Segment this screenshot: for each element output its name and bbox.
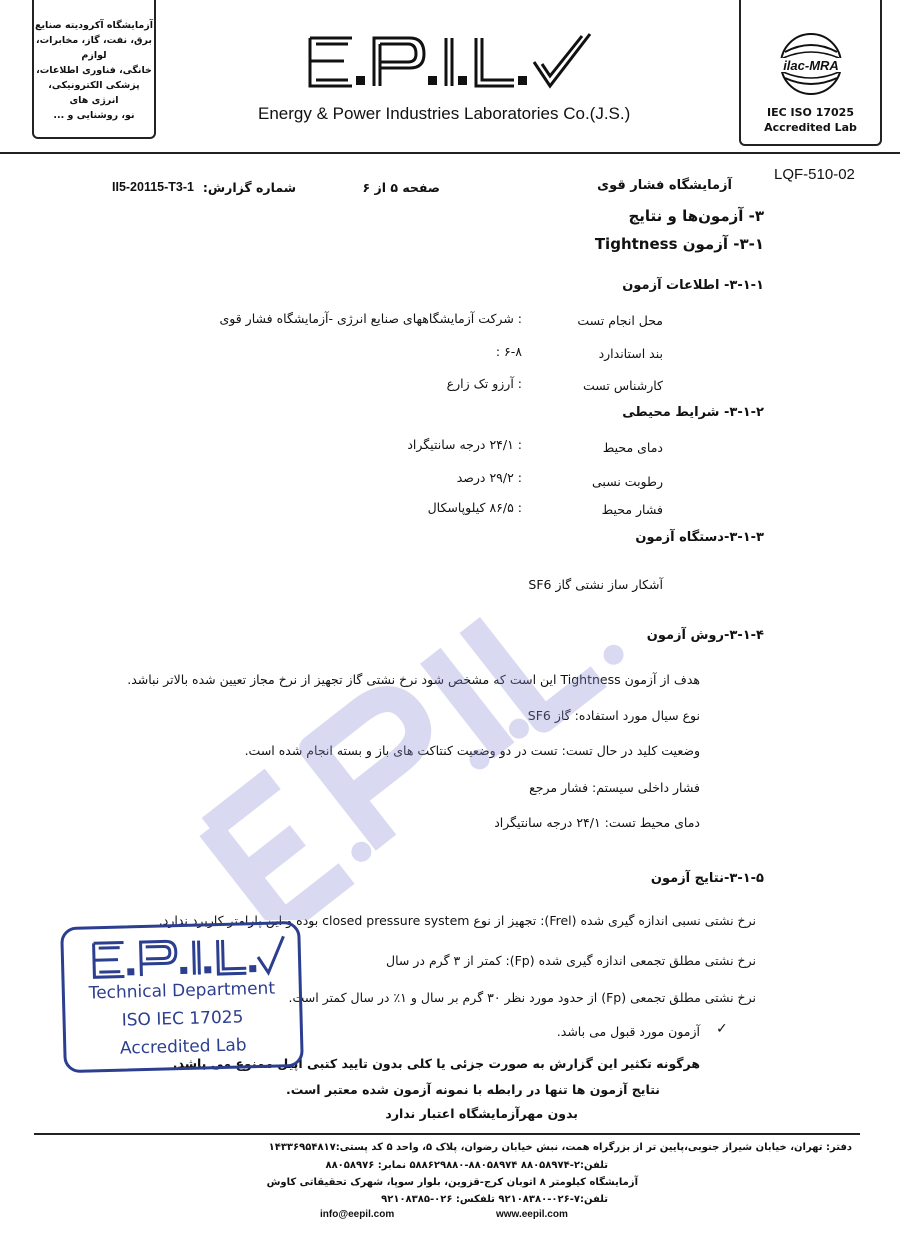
lab-address: آزمایشگاه کیلومتر ۸ اتوبان کرج-قزوین، بلوار سوپا، شهرک تحقیقاتی کاوش (266, 1177, 638, 1188)
page-number: صفحه ۵ از ۶ (362, 180, 440, 195)
accreditation-note-line: آزمایشگاه آکرودیته صنایع (34, 20, 154, 31)
report-number: II5-20115-T3-1 (112, 180, 194, 194)
accredited-lab-label: Accredited Lab (764, 121, 857, 134)
ilac-mra-logo (767, 28, 855, 100)
env-label: رطوبت نسبی (592, 474, 663, 489)
epil-watermark (160, 560, 680, 920)
accreditation-note-line: خانگی، فناوری اطلاعات، (36, 65, 152, 76)
result-line: نرخ نشتی نسبی اندازه گیری شده (Frel): تجهیز از نوع closed pressure system بوده و این پارامتر کاربرد ندارد. (158, 913, 756, 928)
test-device: آشکار ساز نشتی گاز SF6 (528, 577, 663, 592)
subsection-title: ۳-۱-۲- شرایط محیطی (622, 405, 764, 420)
section-title: ۳-۱- آزمون Tightness (594, 235, 764, 253)
info-label: بند استاندارد (598, 346, 663, 361)
accepted-note: آزمون مورد قبول می باشد. (556, 1024, 700, 1039)
env-value: : ۸۶/۵ کیلوپاسکال (427, 500, 522, 515)
lab-name: آزمایشگاه فشار قوی (597, 178, 732, 193)
stamp-logo-text: E.P.I.L. (186, 964, 190, 966)
stamp-line: Accredited Lab (119, 1035, 247, 1059)
subsection-title: ۳-۱-۵-نتایج آزمون (650, 871, 764, 886)
info-label: کارشناس تست (583, 378, 663, 393)
notice-line: بدون مهرآزمایشگاه اعتبار ندارد (385, 1106, 578, 1121)
method-line: هدف از آزمون Tightness این است که مشخص شود نرخ نشتی گاز تجهیز از نرخ مجاز تعیین شده بالاتر نباشد. (127, 672, 700, 687)
office-address: دفتر: تهران، خیابان شیراز جنوبی،پایین تر از بزرگراه همت، نبش خیابان رضوان، پلاک ۵، واحد ۵ کد پستی:۱۴۳۳۶۹۵۴۸۱۷ (268, 1142, 852, 1153)
logo-text: E.P.I.L. (450, 70, 454, 71)
section-title: ۳- آزمون‌ها و نتایج (628, 207, 764, 225)
office-phone: تلفن:۲-۸۸۰۵۸۹۷۴ ۸۸۰۵۸۹۷۴-۵۸۸۶۲۹۸۸۰ نمابر: ۸۸۰۵۸۹۷۶ (325, 1160, 608, 1171)
company-name: Energy & Power Industries Laboratories Co.(J.S.) (258, 104, 631, 123)
stamp-line: ISO IEC 17025 (121, 1007, 244, 1031)
env-label: فشار محیط (601, 502, 663, 517)
info-label: محل انجام تست (577, 313, 663, 328)
footer-divider (34, 1133, 860, 1135)
info-value: : ۶-۸ (495, 344, 522, 359)
env-value: : ۲۹/۲ درصد (456, 470, 522, 485)
technical-department-stamp (60, 921, 304, 1073)
stamp-line: Technical Department (88, 978, 276, 1004)
header-divider (0, 152, 900, 154)
accreditation-note-line: نو، روشنایی و ... (53, 110, 135, 121)
check-icon: ✓ (716, 1021, 728, 1037)
logo-wordmark (310, 34, 590, 86)
email-link[interactable]: info@eepil.com (320, 1209, 395, 1220)
accreditation-box (739, 0, 882, 146)
iso-standard-label: IEC ISO 17025 (767, 106, 854, 119)
accreditation-note-line: برق، نفت، گاز، مخابرات، لوازم (36, 35, 152, 61)
notice-line: هرگونه تکثیر این گزارش به صورت جزئی یا کلی بدون تایید کتبی اپیل ممنوع می باشد. (172, 1056, 700, 1071)
epil-logo (300, 30, 600, 92)
accreditation-note-line: پزشکی الکترونیکی، انرژی های (48, 80, 140, 106)
env-value: : ۲۴/۱ درجه سانتیگراد (407, 437, 522, 452)
env-label: دمای محیط (602, 440, 663, 455)
ilac-label: ilac-MRA (783, 58, 839, 73)
method-line: دمای محیط تست: ۲۴/۱ درجه سانتیگراد (494, 815, 700, 830)
method-line: نوع سیال مورد استفاده: گاز SF6 (527, 708, 700, 723)
lab-phone: تلفن:۷-۰۲۶-۹۲۱۰۸۳۸۰ تلفکس: ۰۲۶-۹۲۱۰۸۳۸۵ (381, 1194, 608, 1205)
notice-line: نتایج آزمون ها تنها در رابطه با نمونه آزمون شده معتبر است. (286, 1082, 660, 1097)
subsection-title: ۳-۱-۱- اطلاعات آزمون (622, 278, 764, 293)
info-value: : شرکت آزمایشگاههای صنایع انرژی -آزمایشگاه فشار قوی (219, 311, 522, 326)
method-line: فشار داخلی سیستم: فشار مرجع (529, 780, 700, 795)
info-value: : آرزو تک زارع (446, 376, 522, 391)
website-link[interactable]: www.eepil.com (496, 1209, 568, 1220)
report-number-label: شماره گزارش: (202, 180, 296, 195)
result-line: نرخ نشتی مطلق تجمعی اندازه گیری شده (Fp): کمتر از ۳ گرم در سال (386, 953, 756, 968)
subsection-title: ۳-۱-۳-دستگاه آزمون (635, 530, 764, 545)
form-code: LQF-510-02 (774, 166, 855, 183)
accreditation-note-box (32, 0, 156, 139)
method-line: وضعیت کلید در حال تست: تست در دو وضعیت کنتاکت های باز و بسته انجام شده است. (244, 743, 700, 758)
stamp-epil-logo (85, 932, 286, 983)
result-line: نرخ نشتی مطلق تجمعی (Fp) از حدود مورد نظر ۳۰ گرم بر سال و ۱٪ در سال کمتر است. (288, 990, 756, 1005)
subsection-title: ۳-۱-۴-روش آزمون (646, 628, 764, 643)
